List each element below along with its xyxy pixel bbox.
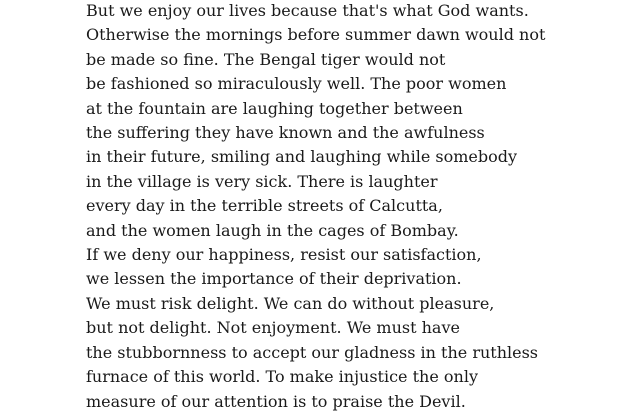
poem-line: the stubbornness to accept our gladness in the ruthless: [86, 342, 539, 362]
poem-line: be fashioned so miraculously well. The poor women: [86, 74, 507, 94]
poem-line: Otherwise the mornings before summer dawn would not: [86, 25, 546, 45]
poem-line: the suffering they have known and the awfulness: [86, 123, 485, 143]
poem-line: be made so fine. The Bengal tiger would not: [86, 49, 446, 69]
poem-line: at the fountain are laughing together between: [86, 98, 463, 118]
poem-line: But we enjoy our lives because that's what God wants.: [86, 1, 529, 20]
poem-text: [86, 0, 545, 414]
poem-line: we lessen the importance of their deprivation.: [86, 269, 462, 289]
poem-line: If we deny our happiness, resist our satisfaction,: [86, 245, 482, 265]
poem-line: measure of our attention is to praise the Devil.: [86, 391, 466, 411]
poem-line: furnace of this world. To make injustice the only: [86, 367, 478, 387]
poem-line: but not delight. Not enjoyment. We must have: [86, 318, 460, 338]
poem-line: every day in the terrible streets of Calcutta,: [86, 196, 443, 216]
poem-line: in the village is very sick. There is laughter: [86, 171, 438, 191]
poem-line: and the women laugh in the cages of Bombay.: [86, 220, 459, 240]
poem-line: in their future, smiling and laughing while somebody: [86, 147, 518, 167]
poem-line: We must risk delight. We can do without pleasure,: [86, 293, 495, 313]
